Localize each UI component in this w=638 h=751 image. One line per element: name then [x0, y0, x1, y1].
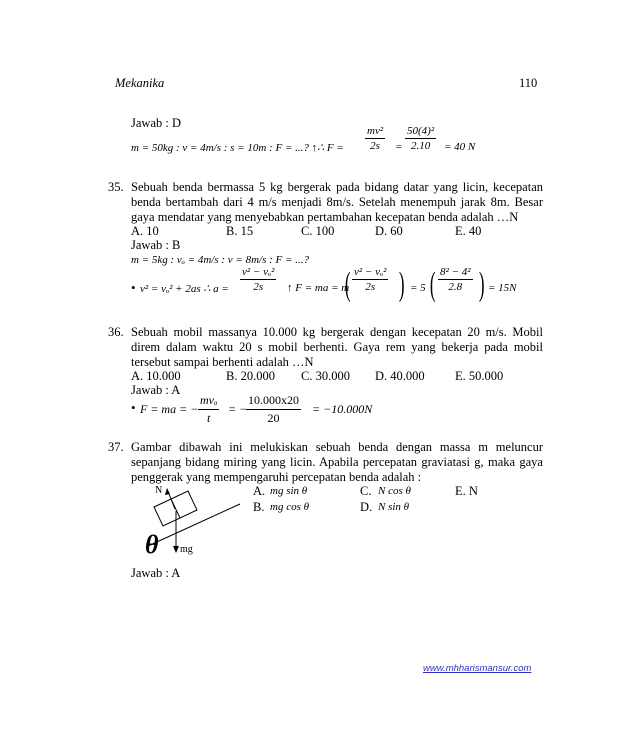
q36-frac-a-den: t	[207, 411, 211, 425]
q35-option-e: E. 40	[455, 224, 482, 238]
q36-formula-left: F = ma = −	[140, 402, 199, 416]
q35-paren-close: )	[398, 266, 405, 303]
q35-paren-close-2: )	[478, 266, 485, 303]
q35-fraction-c	[438, 266, 473, 293]
q35-frac-a-den: 2s	[253, 281, 264, 293]
q34-given: m = 50kg : v = 4m/s : s = 10m : F = ...? ↑∴ F =	[131, 142, 344, 154]
q36-line-2: direm dalam waktu 20 s mobil berhenti. Gaya rem yang bekerja pada mobil	[131, 340, 543, 354]
q36-option-e: E. 50.000	[455, 369, 504, 383]
q36-line-1: Sebuah mobil massanya 10.000 kg bergerak dengan kecepatan 20 m/s. Mobil	[131, 325, 543, 339]
q35-frac-c-den: 2.8	[448, 281, 463, 293]
q34-result: = 40 N	[444, 141, 476, 153]
q35-eq5: = 5	[410, 282, 426, 294]
q36-eq-minus: = −	[228, 402, 248, 416]
q35-option-c: C. 100	[301, 224, 335, 238]
q34-frac1-den: 2s	[370, 140, 380, 152]
q35-paren-open: (	[344, 266, 351, 303]
fig-label-mg: mg	[180, 544, 193, 555]
q35-bullet: •	[131, 280, 136, 295]
q35-answer: Jawab : B	[131, 238, 181, 252]
q37-option-a: mg sin θ	[270, 485, 308, 497]
q35-paren-open-2: (	[429, 266, 436, 303]
header-title: Mekanika	[115, 76, 165, 90]
page-number: 110	[519, 76, 538, 90]
q36-option-d: D. 40.000	[375, 369, 425, 383]
q35-frac-a-num: v² − vₒ²	[242, 266, 275, 278]
q36-frac-b-num: 10.000x20	[246, 393, 301, 410]
q34-frac2-num: 50(4)²	[407, 125, 435, 137]
q34-fraction-2	[405, 125, 436, 152]
q36-frac-b-den: 20	[267, 411, 280, 425]
theta-symbol: θ	[145, 530, 159, 559]
q37-line-1: Gambar dibawah ini melukiskan sebuah benda dengan massa m meluncur	[131, 440, 543, 454]
footer-website-link[interactable]: www.mhharismansur.com	[423, 663, 532, 674]
q37-option-a-label: A.	[253, 484, 266, 498]
q37-answer: Jawab : A	[131, 566, 181, 580]
q36-option-c: C. 30.000	[301, 369, 350, 383]
q35-given: m = 5kg : vₒ = 4m/s : v = 8m/s : F = ...?	[131, 254, 309, 266]
incline-line	[148, 504, 240, 546]
q36-number: 36.	[108, 325, 124, 339]
q37-option-d: N sin θ	[378, 501, 410, 513]
q37-option-e: E. N	[455, 484, 478, 498]
normal-arrowhead	[165, 488, 170, 495]
q36-fraction-a	[198, 393, 219, 426]
q34-frac1-num: mv²	[367, 125, 384, 137]
q35-formula-mid: ↑ F = ma = m	[287, 282, 350, 294]
q35-option-a: A. 10	[131, 224, 159, 238]
q35-frac-c-num: 8² − 4²	[440, 266, 471, 278]
q35-option-b: B. 15	[226, 224, 254, 238]
q35-formula-left: v² = vₒ² + 2as ∴ a =	[140, 283, 229, 295]
q35-line-2: benda bertambah dari 4 m/s menjadi 8m/s. Setelah menempuh jarak 8m. Besar	[131, 195, 543, 209]
q35-line-1: Sebuah benda bermassa 5 kg bergerak pada bidang datar yang licin, kecepatan	[131, 180, 543, 194]
q37-line-3: penggerak yang mempengaruhi percepatan benda adalah :	[131, 470, 422, 484]
weight-arrowhead	[173, 546, 179, 553]
q34-fraction-1	[365, 125, 385, 152]
q35-fraction-b	[352, 266, 388, 293]
q35-result: = 15N	[488, 282, 517, 294]
q34-answer: Jawab : D	[131, 116, 181, 130]
q36-frac-a-num: mvₒ	[198, 393, 219, 410]
q35-frac-b-den: 2s	[365, 281, 376, 293]
q36-bullet: •	[131, 400, 136, 415]
q37-line-2: sepanjang bidang miring yang licin. Apabila percepatan graviatasi g, maka gaya	[131, 455, 543, 469]
q36-result: = −10.000N	[312, 402, 373, 416]
q36-fraction-b	[246, 393, 301, 426]
q37-number: 37.	[108, 440, 124, 454]
q37-option-b: mg cos θ	[270, 501, 310, 513]
q37-option-c-label: C.	[360, 484, 372, 498]
q34-eq: =	[395, 141, 403, 153]
q37-option-b-label: B.	[253, 500, 265, 514]
q36-option-a: A. 10.000	[131, 369, 181, 383]
q35-fraction-a	[240, 266, 276, 293]
q35-number: 35.	[108, 180, 124, 194]
q36-option-b: B. 20.000	[226, 369, 275, 383]
fig-label-n: N	[155, 485, 163, 496]
q37-option-d-label: D.	[360, 500, 373, 514]
q35-line-3: gaya mendatar yang menyebabkan pertambahan kecepatan benda adalah …N	[131, 210, 519, 224]
q36-line-3: tersebut sampai berhenti adalah …N	[131, 355, 314, 369]
q36-answer: Jawab : A	[131, 383, 181, 397]
q35-frac-b-num: v² − vₒ²	[354, 266, 387, 278]
q35-option-d: D. 60	[375, 224, 403, 238]
q37-option-c: N cos θ	[378, 485, 411, 497]
q34-frac2-den: 2.10	[410, 140, 431, 152]
